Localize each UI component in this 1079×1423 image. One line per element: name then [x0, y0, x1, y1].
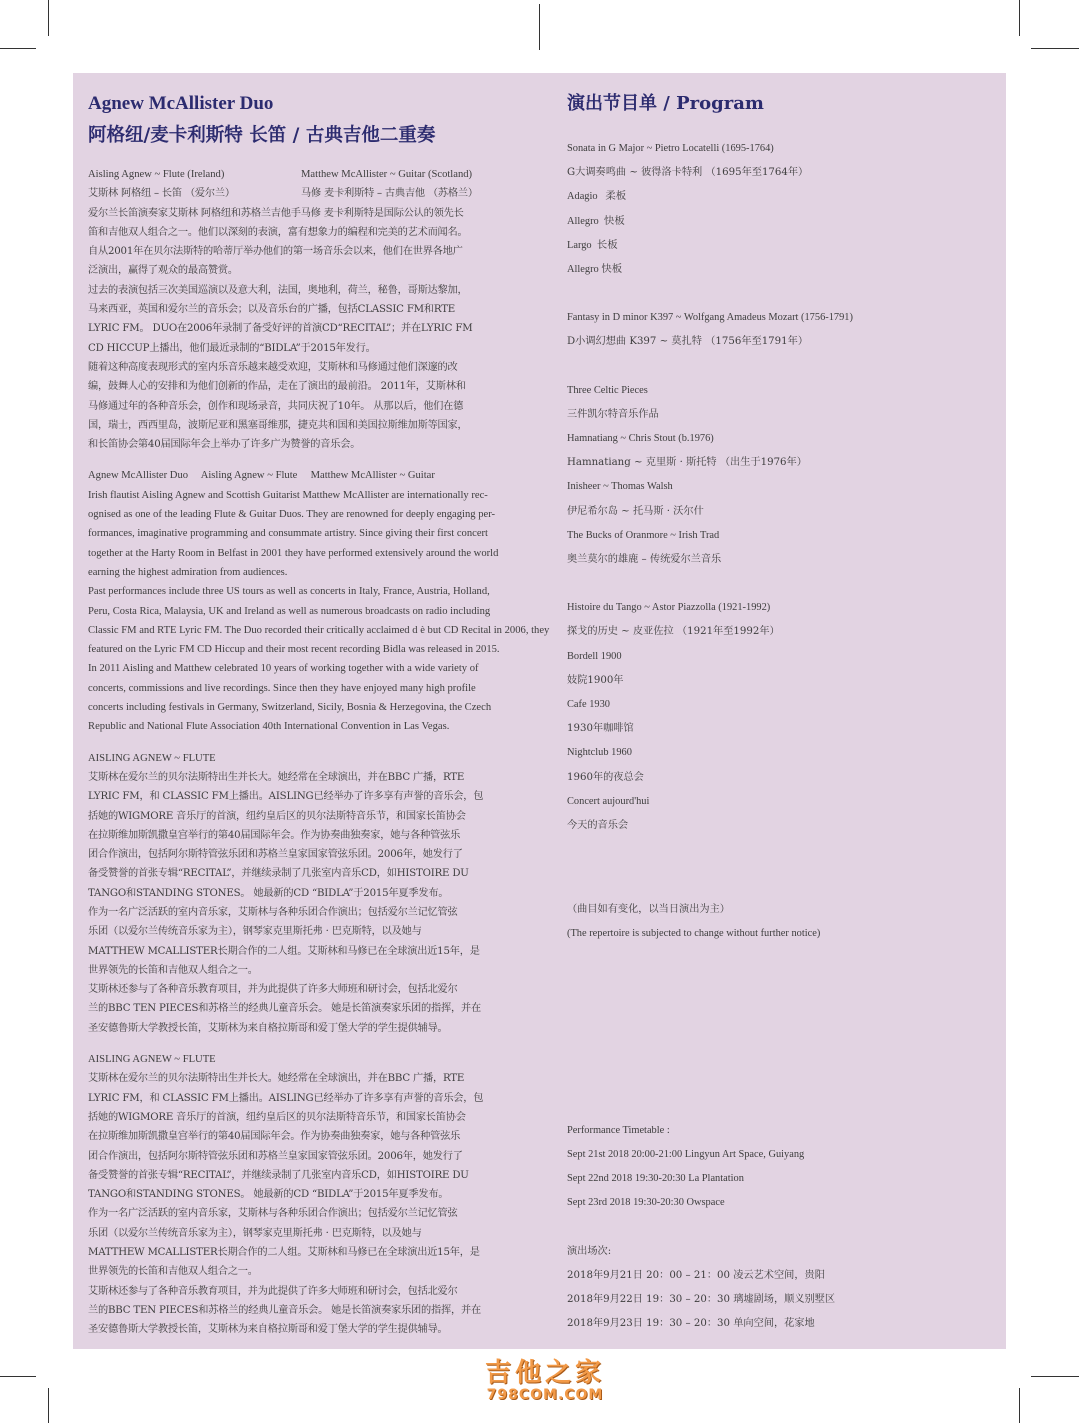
duo-title-en: Agnew McAllister Duo — [88, 93, 274, 114]
member-guitar-zh: 马修 麦卡利斯特 – 古典吉他 （苏格兰） — [301, 188, 478, 200]
program-title: 演出节目单 / Program — [567, 93, 764, 114]
program-item: 1960年的夜总会 — [567, 771, 644, 783]
repertoire-note-en: (The repertoire is subjected to change without further notice) — [567, 928, 821, 940]
text-line: 2018年9月22日 19：30 – 20：30 璃墟剧场，顺义别墅区 — [567, 1293, 836, 1305]
crop-mark — [1019, 0, 1020, 36]
text-line: 爱尔兰长笛演奏家艾斯林 阿格纽和苏格兰吉他手马修 麦卡利斯特是国际公认的领先长 — [88, 207, 464, 219]
timetable-heading: Performance Timetable : — [567, 1124, 670, 1136]
text-line: 团合作演出，包括阿尔斯特管弦乐团和苏格兰皇家国家管弦乐团。2006年，她发行了 — [88, 849, 463, 861]
program-item: Fantasy in D minor K397 ~ Wolfgang Amadeus Mozart (1756-1791) — [567, 312, 853, 324]
text-line: 备受赞誉的首张专辑“RECITAL”，并继续录制了几张室内音乐CD，如HISTOIRE DU — [88, 868, 469, 880]
schedule-list — [567, 1264, 987, 1337]
text-line: 团合作演出，包括阿尔斯特管弦乐团和苏格兰皇家国家管弦乐团。2006年，她发行了 — [88, 1150, 463, 1162]
program-item: 三件凯尔特音乐作品 — [567, 408, 659, 420]
bio-heading-repeat: AISLING AGNEW ~ FLUTE — [88, 1054, 216, 1066]
crop-mark — [1031, 1376, 1079, 1377]
program-item: G大调奏鸣曲 ~ 彼得洛卡特利 （1695年至1764年） — [567, 167, 809, 179]
text-line: 兰的BBC TEN PIECES和苏格兰的经典儿童音乐会。 她是长笛演奏家乐团的指挥，并在 — [88, 1003, 481, 1015]
text-line: 泛演出，赢得了观众的最高赞赏。 — [88, 265, 238, 277]
text-line: together at the Harty Room in Belfast in 2001 they have performed extensively around the world — [88, 547, 499, 559]
watermark-logo-text: 吉他之家 — [484, 1358, 605, 1388]
intro-en — [88, 486, 550, 737]
text-line: TANGO和STANDING STONES。 她最新的CD “BIDLA”于2015年夏季发布。 — [88, 1189, 449, 1201]
program-item: Inisheer ~ Thomas Walsh — [567, 481, 673, 493]
duo-header-en: Agnew McAllister Duo Aisling Agnew ~ Flute Matthew McAllister ~ Guitar — [88, 470, 435, 482]
member-flute-zh: 艾斯林 阿格纽 – 长笛 （爱尔兰） — [88, 188, 235, 200]
text-line: 和长笛协会第40届国际年会上举办了许多广为赞誉的音乐会。 — [88, 439, 361, 451]
program-item: 伊尼希尔岛 ~ 托马斯 · 沃尔什 — [567, 505, 704, 517]
text-line: 作为一名广泛活跃的室内音乐家，艾斯林与各种乐团合作演出；包括爱尔兰记忆管弦 — [88, 906, 458, 918]
members-zh — [88, 184, 518, 203]
program-item: 妓院1900年 — [567, 674, 624, 686]
crop-mark — [1019, 1388, 1020, 1423]
crop-mark — [48, 0, 49, 36]
program-item: Concert aujourd'hui — [567, 795, 650, 807]
program-item: 奥兰莫尔的雄鹿 – 传统爱尔兰音乐 — [567, 554, 722, 566]
text-line: 兰的BBC TEN PIECES和苏格兰的经典儿童音乐会。 她是长笛演奏家乐团的指挥，并在 — [88, 1304, 481, 1316]
text-line: 艾斯林在爱尔兰的贝尔法斯特出生并长大。她经常在全球演出，并在BBC 广播，RTE — [88, 771, 465, 783]
members-en — [88, 165, 518, 184]
text-line: featured on the Lyric FM CD Hiccup and their most recent recording Bidla was released in 2015. — [88, 644, 500, 656]
timetable-list — [567, 1143, 987, 1216]
program-item: Nightclub 1960 — [567, 747, 632, 759]
site-watermark — [445, 1352, 645, 1403]
program-item: Largo 长板 — [567, 239, 618, 251]
program-item: Bordell 1900 — [567, 650, 622, 662]
bio-text-repeat — [88, 1069, 518, 1339]
text-line: 作为一名广泛活跃的室内音乐家，艾斯林与各种乐团合作演出；包括爱尔兰记忆管弦 — [88, 1208, 458, 1220]
text-line: 2018年9月23日 19：30 – 20：30 单向空间，花家地 — [567, 1318, 815, 1330]
text-line: LYRIC FM，和 CLASSIC FM上播出。AISLING已经举办了许多享有声誉的音乐会，包 — [88, 1092, 484, 1104]
program-item: Hamnatiang ~ Chris Stout (b.1976) — [567, 433, 714, 445]
watermark-domain: 798COM.COM — [486, 1387, 604, 1403]
program-item: Adagio 柔板 — [567, 191, 627, 203]
program-item: Allegro 快板 — [567, 264, 623, 276]
bio-text — [88, 768, 518, 1038]
text-line: concerts including festivals in Germany, Switzerland, Sicily, Bosnia & Herzegovina, the Czech — [88, 702, 492, 714]
text-line: In 2011 Aisling and Matthew celebrated 10 years of working together with a wide variety of — [88, 663, 479, 675]
program-item: Histoire du Tango ~ Astor Piazzolla (1921-1992) — [567, 602, 771, 614]
text-line: 乐团（以爱尔兰传统音乐家为主），钢琴家克里斯托弗 · 巴克斯特，以及她与 — [88, 1227, 422, 1239]
text-line: Irish flautist Aisling Agnew and Scottish Guitarist Matthew McAllister are internationally rec- — [88, 489, 488, 501]
program-item: The Bucks of Oranmore ~ Irish Trad — [567, 529, 720, 541]
program-item: 1930年咖啡馆 — [567, 723, 634, 735]
text-line: TANGO和STANDING STONES。 她最新的CD “BIDLA”于2015年夏季发布。 — [88, 887, 449, 899]
text-line: 括她的WIGMORE 音乐厅的首演，纽约皇后区的贝尔法斯特音乐节，和国家长笛协会 — [88, 1111, 466, 1123]
program-item: Hamnatiang ~ 克里斯 · 斯托特 （出生于1976年） — [567, 457, 807, 469]
text-line: 乐团（以爱尔兰传统音乐家为主），钢琴家克里斯托弗 · 巴克斯特，以及她与 — [88, 926, 422, 938]
text-line: 在拉斯维加斯凯撒皇宫举行的第40届国际年会。作为协奏曲独奏家，她与各种管弦乐 — [88, 1131, 461, 1143]
crop-mark — [539, 4, 540, 50]
program-item: Allegro 快板 — [567, 215, 625, 227]
bio-heading: AISLING AGNEW ~ FLUTE — [88, 752, 216, 764]
text-line: earning the highest admiration from audiences. — [88, 566, 288, 578]
text-line: LYRIC FM。 DUO在2006年录制了备受好评的首演CD“RECITAL”；并在LYRIC FM — [88, 323, 473, 335]
text-line: ognised as one of the leading Flute & Guitar Duos. They are renowned for deeply engaging per- — [88, 509, 496, 521]
text-line: 括她的WIGMORE 音乐厅的首演，纽约皇后区的贝尔法斯特音乐节，和国家长笛协会 — [88, 810, 466, 822]
text-line: 世界领先的长笛和吉他双人组合之一。 — [88, 964, 258, 976]
text-line: 编，鼓舞人心的安排和为他们创新的作品，走在了演出的最前沿。 2011年，艾斯林和 — [88, 381, 466, 393]
text-line: 世界领先的长笛和吉他双人组合之一。 — [88, 1266, 258, 1278]
member-guitar-en: Matthew McAllister ~ Guitar (Scotland) — [301, 169, 473, 180]
program-item: Cafe 1930 — [567, 699, 610, 711]
text-line: Sept 22nd 2018 19:30-20:30 La Plantation — [567, 1173, 744, 1185]
text-line: 笛和吉他双人组合之一。他们以深刻的表演，富有想象力的编程和完美的艺术而闻名。 — [88, 226, 468, 238]
text-line: MATTHEW MCALLISTER长期合作的二人组。艾斯林和马修已在全球演出近15年，是 — [88, 945, 480, 957]
crop-mark — [48, 1388, 49, 1423]
text-line: Republic and National Flute Association 40th International Convention in Las Vegas. — [88, 721, 450, 733]
text-line: Sept 21st 2018 20:00-21:00 Lingyun Art Space, Guiyang — [567, 1148, 805, 1160]
left-column — [88, 91, 550, 1340]
program-item: Sonata in G Major ~ Pietro Locatelli (1695-1764) — [567, 143, 774, 154]
text-line: CD HICCUP上播出，他们最近录制的“BIDLA”于2015年发行。 — [88, 342, 376, 354]
text-line: LYRIC FM，和 CLASSIC FM上播出。AISLING已经举办了许多享有声誉的音乐会，包 — [88, 791, 484, 803]
right-column — [567, 91, 987, 1336]
text-line: 国，瑞士，西西里岛，波斯尼亚和黑塞哥维那，捷克共和国和美国拉斯维加斯等国家， — [88, 419, 468, 431]
text-line: 马修通过年的各种音乐会，创作和现场录音，共同庆祝了10年。 从那以后，他们在德 — [88, 400, 464, 412]
text-line: 随着这种高度表现形式的室内乐音乐越来越受欢迎，艾斯林和马修通过他们深邃的改 — [88, 361, 458, 373]
duo-title-zh: 阿格纽/麦卡利斯特 长笛 / 古典吉他二重奏 — [88, 125, 436, 146]
program-item: 探戈的历史 ~ 皮亚佐拉 （1921年至1992年） — [567, 626, 780, 638]
text-line: 马来西亚，英国和爱尔兰的音乐会；以及音乐台的广播，包括CLASSIC FM和RTE — [88, 304, 456, 316]
text-line: Peru, Costa Rica, Malaysia, UK and Ireland as well as numerous broadcasts on radio including — [88, 605, 491, 617]
repertoire-note-zh: （曲目如有变化，以当日演出为主） — [567, 904, 730, 916]
intro-zh — [88, 204, 518, 455]
program-sheet — [73, 73, 1006, 1349]
program-item: D小调幻想曲 K397 ~ 莫扎特 （1756年至1791年） — [567, 336, 809, 348]
text-line: Past performances include three US tours as well as concerts in Italy, France, Austria, Holland, — [88, 586, 490, 598]
text-line: 在拉斯维加斯凯撒皇宫举行的第40届国际年会。作为协奏曲独奏家，她与各种管弦乐 — [88, 829, 461, 841]
program-item: 今天的音乐会 — [567, 820, 629, 832]
text-line: 备受赞誉的首张专辑“RECITAL”，并继续录制了几张室内音乐CD，如HISTOIRE DU — [88, 1169, 469, 1181]
crop-mark — [1031, 48, 1079, 49]
text-line: 艾斯林在爱尔兰的贝尔法斯特出生并长大。她经常在全球演出，并在BBC 广播，RTE — [88, 1073, 465, 1085]
text-line: Sept 23rd 2018 19:30-20:30 Owspace — [567, 1197, 725, 1209]
text-line: concerts, commissions and live recordings. Since then they have enjoyed many high profile — [88, 682, 476, 694]
text-line: 艾斯林还参与了各种音乐教育项目，并为此提供了许多大师班和研讨会，包括北爱尔 — [88, 984, 458, 996]
text-line: MATTHEW MCALLISTER长期合作的二人组。艾斯林和马修已在全球演出近15年，是 — [88, 1247, 480, 1259]
member-flute-en: Aisling Agnew ~ Flute (Ireland) — [88, 169, 225, 180]
text-line: 过去的表演包括三次美国巡演以及意大利，法国，奥地利，荷兰，秘鲁，哥斯达黎加， — [88, 284, 468, 296]
text-line: Classic FM and RTE Lyric FM. The Duo recorded their critically acclaimed d è but CD Recital in 2006, they — [88, 624, 550, 636]
crop-mark — [0, 48, 36, 49]
program-item: Three Celtic Pieces — [567, 384, 648, 396]
text-line: 圣安德鲁斯大学教授长笛，艾斯林为来自格拉斯哥和爱丁堡大学的学生提供辅导。 — [88, 1324, 448, 1336]
text-line: 艾斯林还参与了各种音乐教育项目，并为此提供了许多大师班和研讨会，包括北爱尔 — [88, 1285, 458, 1297]
text-line: 自从2001年在贝尔法斯特的哈蒂厅举办他们的第一场音乐会以来，他们在世界各地广 — [88, 246, 463, 258]
text-line: 2018年9月21日 20：00 – 21：00 凌云艺术空间，贵阳 — [567, 1269, 825, 1281]
program-list — [567, 137, 987, 838]
crop-mark — [0, 1376, 36, 1377]
text-line: formances, imaginative programming and consummate artistry. Since giving their first concert — [88, 528, 488, 540]
schedule-heading: 演出场次: — [567, 1245, 612, 1257]
text-line: 圣安德鲁斯大学教授长笛，艾斯林为来自格拉斯哥和爱丁堡大学的学生提供辅导。 — [88, 1022, 448, 1034]
